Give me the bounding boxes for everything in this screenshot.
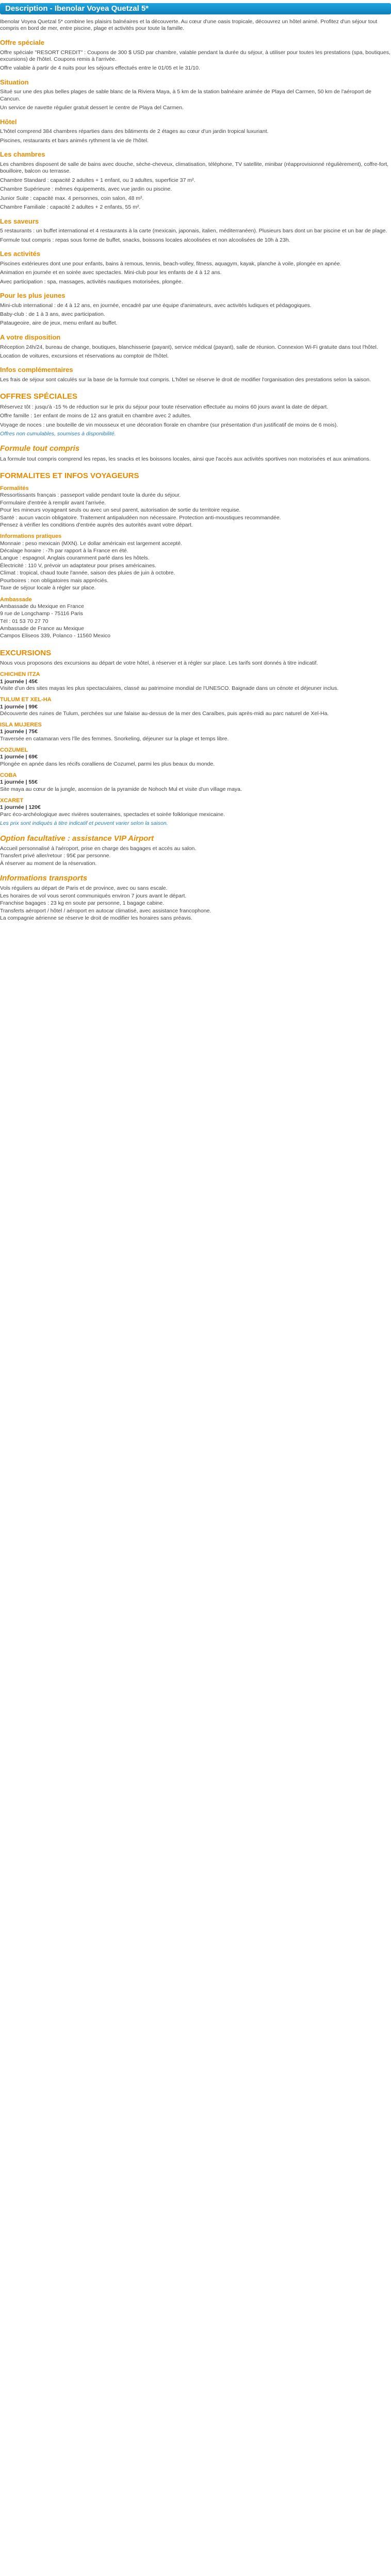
transport-line: Vols réguliers au départ de Paris et de province, avec ou sans escale. bbox=[0, 885, 168, 892]
formalites-line: Pensez à vérifier les conditions d'entrée auprès des autorités avant votre départ. bbox=[0, 522, 193, 529]
section-paragraph: Junior Suite : capacité max. 4 personnes, coin salon, 48 m². bbox=[0, 195, 144, 201]
excursion-meta: 1 journée | 120€ bbox=[0, 804, 41, 811]
offres-list bbox=[0, 404, 391, 429]
excursion-meta: 1 journée | 45€ bbox=[0, 678, 38, 685]
transport-line: Les horaires de vol vous seront communiqués environ 7 jours avant le départ. bbox=[0, 892, 187, 899]
section-paragraph: 5 restaurants : un buffet international et 4 restaurants à la carte (mexicain, japonais, italien, méditerranéen). Plusieurs bars dont un bar piscine et un bar de plage. bbox=[0, 228, 387, 234]
excursion-name: ISLA MUJERES bbox=[0, 722, 42, 728]
transport-title: Informations transports bbox=[0, 874, 88, 883]
section-title-bienetre: Pour les plus jeunes bbox=[0, 291, 66, 299]
offre-item: Offre famille : 1er enfant de moins de 12 ans gratuit en chambre avec 2 adultes. bbox=[0, 413, 192, 419]
section-title-offre: Offre spéciale bbox=[0, 38, 44, 46]
section-paragraph: Offre valable à partir de 4 nuits pour les séjours effectués entre le 01/05 et le 31/10. bbox=[0, 65, 200, 72]
section-paragraph: Animation en journée et en soirée avec spectacles. Mini-club pour les enfants de 4 à 12 ans. bbox=[0, 269, 222, 276]
excursions-intro: Nous vous proposons des excursions au départ de votre hôtel, à réserver et à régler sur place. Les tarifs sont donnés à titre indicatif. bbox=[0, 660, 318, 667]
section-paragraph: Chambre Supérieure : mêmes équipements, avec vue jardin ou piscine. bbox=[0, 186, 172, 193]
excursions-note: Les prix sont indiqués à titre indicatif et peuvent varier selon la saison. bbox=[0, 820, 168, 827]
section-paragraph: Chambre Standard : capacité 2 adultes + 1 enfant, ou 3 adultes, superficie 37 m². bbox=[0, 177, 196, 183]
section-paragraph: Piscines, restaurants et bars animés rythment la vie de l'hôtel. bbox=[0, 137, 149, 144]
formalites-line: Pourboires : non obligatoires mais appréciés. bbox=[0, 577, 109, 584]
excursion-name: COZUMEL bbox=[0, 747, 28, 754]
excursion-text: Plongée en apnée dans les récifs coralliens de Cozumel, parmi les plus beaux du monde. bbox=[0, 760, 215, 767]
excursion-name: CHICHEN ITZA bbox=[0, 671, 40, 678]
option-line: Transfert privé aller/retour : 95€ par personne. bbox=[0, 853, 111, 859]
formalites-line: Ambassade de France au Mexique bbox=[0, 625, 84, 632]
formalites-heading: Ambassade bbox=[0, 596, 32, 603]
transport-line: La compagnie aérienne se réserve le droit de modifier les horaires sans préavis. bbox=[0, 915, 192, 922]
formalites-line: Décalage horaire : -7h par rapport à la France en été. bbox=[0, 547, 128, 554]
excursion-meta: 1 journée | 55€ bbox=[0, 779, 38, 786]
page-title: Description - Ibenolar Voyea Quetzal 5* bbox=[0, 3, 391, 14]
excursion-name: TULUM ET XEL-HA bbox=[0, 697, 52, 703]
excursions-title: EXCURSIONS bbox=[0, 648, 52, 657]
formalites-line: Taxe de séjour locale à régler sur place. bbox=[0, 585, 96, 591]
section-paragraph: Les chambres disposent de salle de bains avec douche, sèche-cheveux, climatisation, téléphone, TV satellite, minibar (réapprovisionné régulièrement), coffre-fort, bouilloire, balcon ou terrasse. bbox=[0, 161, 389, 175]
excursions-days bbox=[0, 671, 391, 818]
section-paragraph: Un service de navette régulier gratuit dessert le centre de Playa del Carmen. bbox=[0, 105, 184, 111]
section-title-dispo: A votre disposition bbox=[0, 333, 61, 341]
section-paragraph: Chambre Familiale : capacité 2 adultes + 2 enfants, 55 m². bbox=[0, 204, 141, 211]
formule-title: Formule tout compris bbox=[0, 444, 80, 453]
section-paragraph: Situé sur une des plus belles plages de sable blanc de la Riviera Maya, à 5 km de la station balnéaire animée de Playa del Carmen, 50 km de l'aéroport de Cancun. bbox=[0, 89, 371, 102]
formalites-line: Tél : 01 53 70 27 70 bbox=[0, 618, 48, 624]
formalites-line: Formulaire d'entrée à remplir avant l'arrivée. bbox=[0, 499, 106, 506]
offre-item: Réservez tôt : jusqu'à -15 % de réduction sur le prix du séjour pour toute réservation effectuée au moins 60 jours avant la date de départ. bbox=[0, 403, 329, 410]
formalites-line: Monnaie : peso mexicain (MXN). Le dollar américain est largement accepté. bbox=[0, 540, 183, 547]
section-paragraph: Baby-club : de 1 à 3 ans, avec participation. bbox=[0, 311, 105, 317]
formalites-line: Campos Eliseos 339, Polanco - 11560 Mexico bbox=[0, 633, 111, 639]
section-paragraph: Les frais de séjour sont calculés sur la base de la formule tout compris. L'hôtel se réserve le droit de modifier l'organisation des prestations selon la saison. bbox=[0, 377, 371, 383]
excursion-text: Visite d'un des sites mayas les plus spectaculaires, classé au patrimoine mondial de l'UNESCO. Baignade dans un cénote et déjeuner inclus. bbox=[0, 685, 339, 691]
formule-text: La formule tout compris comprend les repas, les snacks et les boissons locales, ainsi que l'accès aux activités sportives non motorisées et aux animations. bbox=[0, 455, 371, 462]
option-line: Accueil personnalisé à l'aéroport, prise en charge des bagages et accès au salon. bbox=[0, 845, 197, 852]
excursion-text: Parc éco-archéologique avec rivières souterraines, spectacles et soirée folklorique mexicaine. bbox=[0, 811, 225, 818]
section-title-chambres: Les chambres bbox=[0, 150, 45, 159]
page bbox=[0, 3, 391, 938]
section-paragraph: Location de voitures, excursions et réservations au comptoir de l'hôtel. bbox=[0, 352, 169, 359]
intro: Ibenolar Voyea Quetzal 5* combine les plaisirs balnéaires et la découverte. Au cœur d'une oasis tropicale, découvrez un hôtel animé. Profitez d'un séjour tout compris en bord de mer, entre piscine, plage et activités pour toute la famille. bbox=[0, 19, 378, 32]
offre-item: Voyage de noces : une bouteille de vin mousseux et une décoration florale en chambre (sur présentation d'un justificatif de moins de 6 mois). bbox=[0, 421, 338, 428]
option-lines bbox=[0, 845, 391, 867]
section-title-infoc: Infos complémentaires bbox=[0, 366, 73, 374]
section-paragraph: Formule tout compris : repas sous forme de buffet, snacks, boissons locales alcoolisées et non alcoolisées de 10h à 23h. bbox=[0, 236, 290, 243]
excursion-name: XCARET bbox=[0, 798, 24, 804]
option-line: À réserver au moment de la réservation. bbox=[0, 860, 97, 867]
formalites-line: Langue : espagnol. Anglais couramment parlé dans les hôtels. bbox=[0, 555, 150, 562]
formalites-line: Santé : aucun vaccin obligatoire. Traitement antipaludéen non nécessaire. Protection anti-moustiques recommandée. bbox=[0, 514, 281, 521]
formalites-groups bbox=[0, 485, 391, 640]
excursion-text: Site maya au cœur de la jungle, ascension de la pyramide de Nohoch Mul et visite d'un village maya. bbox=[0, 786, 242, 792]
section-paragraph: Mini-club international : de 4 à 12 ans, en journée, encadré par une équipe d'animateurs, avec activités ludiques et pédagogiques. bbox=[0, 302, 312, 309]
offres-title: OFFRES SPÉCIALES bbox=[0, 392, 78, 401]
formalites-line: Pour les mineurs voyageant seuls ou avec un seul parent, autorisation de sortie du territoire requise. bbox=[0, 507, 241, 514]
section-paragraph: Pataugeoire, aire de jeux, menu enfant au buffet. bbox=[0, 320, 118, 327]
transport-line: Franchise bagages : 23 kg en soute par personne, 1 bagage cabine. bbox=[0, 900, 165, 907]
offres-note: Offres non cumulables, soumises à disponibilité. bbox=[0, 430, 116, 437]
excursion-meta: 1 journée | 99€ bbox=[0, 703, 38, 710]
formalites-line: Ressortissants français : passeport valide pendant toute la durée du séjour. bbox=[0, 492, 181, 499]
excursion-name: COBA bbox=[0, 772, 17, 779]
section-paragraph: Offre spéciale "RESORT CREDIT" : Coupons de 300 $ USD par chambre, valable pendant la durée du séjour, à utiliser pour toutes les prestations (spa, boutiques, excursions) de l'hôtel. Coupons remis à l'arrivée. bbox=[0, 49, 390, 62]
formalites-heading: Formalités bbox=[0, 485, 29, 492]
section-paragraph: Réception 24h/24, bureau de change, boutiques, blanchisserie (payant), service médical (payant), salle de réunion. Connexion Wi-Fi gratuite dans tout l'hôtel. bbox=[0, 344, 378, 350]
sections bbox=[0, 39, 391, 384]
transport-line: Transferts aéroport / hôtel / aéroport en autocar climatisé, avec assistance francophone. bbox=[0, 907, 211, 914]
section-title-hotel: Hôtel bbox=[0, 117, 17, 126]
formalites-heading: Informations pratiques bbox=[0, 533, 62, 540]
formalites-line: Climat : tropical, chaud toute l'année, saison des pluies de juin à octobre. bbox=[0, 570, 175, 577]
formalites-line: 9 rue de Longchamp - 75116 Paris bbox=[0, 611, 83, 617]
formalites-line: Électricité : 110 V, prévoir un adaptateur pour prises américaines. bbox=[0, 562, 156, 569]
section-title-saveurs: Les saveurs bbox=[0, 217, 39, 225]
section-title-activites: Les activités bbox=[0, 250, 41, 258]
excursion-text: Traversée en catamaran vers l'île des femmes. Snorkeling, déjeuner sur la plage et temps libre. bbox=[0, 735, 229, 742]
section-paragraph: Avec participation : spa, massages, activités nautiques motorisées, plongée. bbox=[0, 278, 183, 285]
excursion-text: Découverte des ruines de Tulum, perchées sur une falaise au-dessus de la mer des Caraïbes, puis après-midi au parc naturel de Xel-Ha. bbox=[0, 710, 329, 717]
transport-lines bbox=[0, 885, 391, 922]
excursion-meta: 1 journée | 69€ bbox=[0, 754, 38, 760]
section-title-situation: Situation bbox=[0, 78, 29, 86]
formalites-line: Ambassade du Mexique en France bbox=[0, 603, 84, 609]
option-title: Option facultative : assistance VIP Airport bbox=[0, 834, 154, 843]
section-paragraph: L'hôtel comprend 384 chambres réparties dans des bâtiments de 2 étages au cœur d'un jardin tropical luxuriant. bbox=[0, 128, 269, 135]
section-paragraph: Piscines extérieures dont une pour enfants, bains à remous, tennis, beach-volley, fitness, aquagym, kayak, planche à voile, plongée en apnée. bbox=[0, 260, 341, 267]
formalites-title: FORMALITES ET INFOS VOYAGEURS bbox=[0, 471, 139, 480]
excursion-meta: 1 journée | 75€ bbox=[0, 728, 38, 735]
